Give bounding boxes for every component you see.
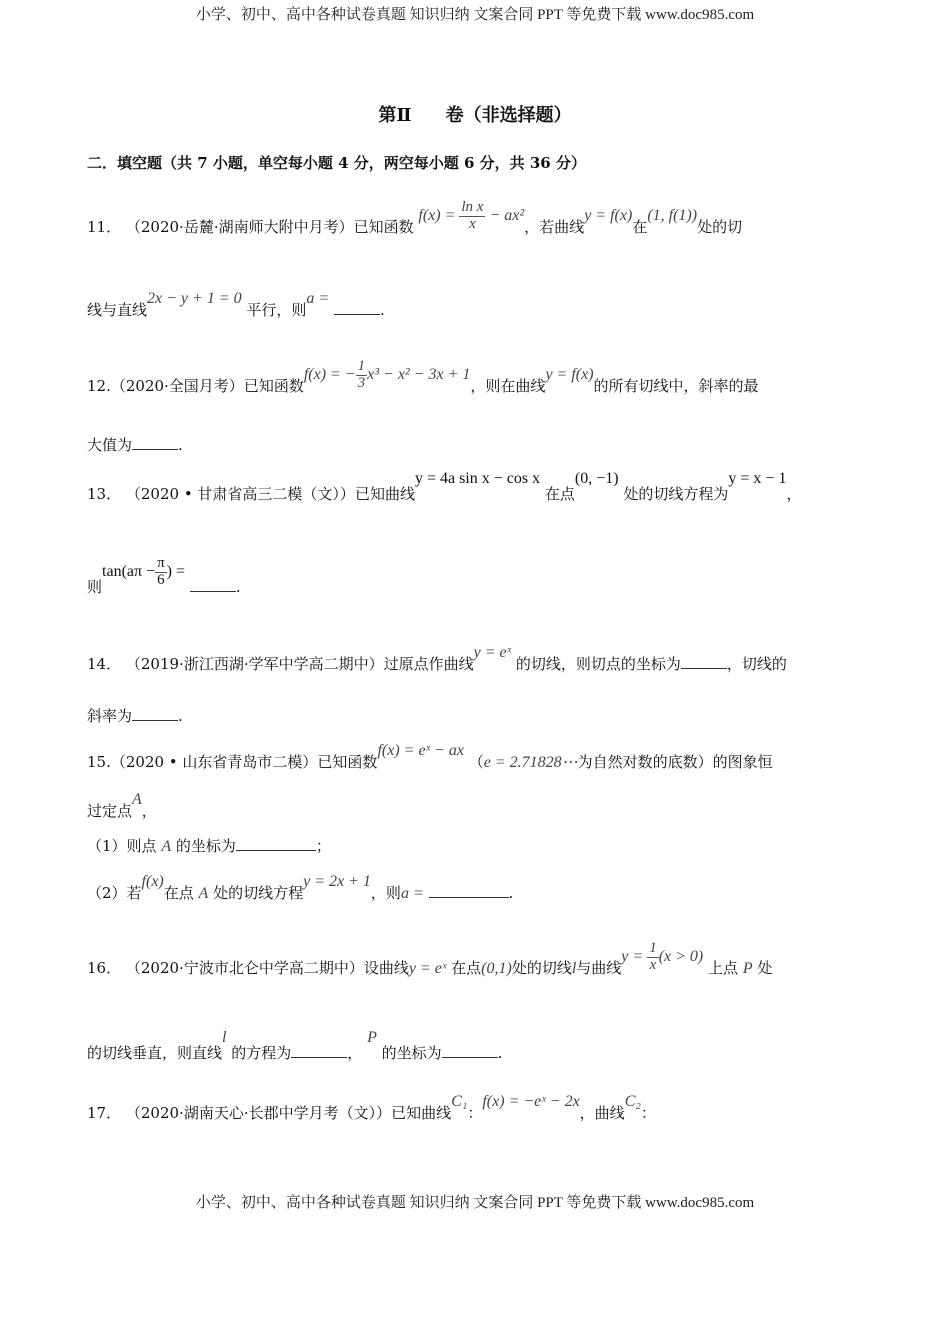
question-text: （1）则点 [87,837,157,855]
punctuation: ， [141,802,157,820]
question-text: （2）若 [87,884,142,902]
math-formula: a = [306,290,330,307]
question-text: （ [468,753,484,771]
question-number: 15. [87,753,111,771]
punctuation: . [178,707,183,725]
question-number: 13． [87,485,122,503]
question-16-line-2 [87,1029,503,1063]
question-source: （2020 • 山东省青岛市二模） [110,753,318,771]
question-text: 上点 [708,958,739,977]
question-text: ，则在曲线 [470,376,546,395]
math-variable: P [742,959,753,977]
math-formula: y = 4a sin x − cos x [414,470,541,487]
math-variable: P [367,1029,377,1046]
math-formula: f(x) = $\frac{\text{ln x}}{x}$ − ax² [418,199,525,232]
page-header: 小学、初中、高中各种试卷真题 知识归纳 文案合同 PPT 等免费下载 www.doc985.com [195,7,755,23]
question-15-sub-1 [87,835,331,856]
question-source: （2020·岳麓·湖南师大附中月考） [125,217,354,236]
answer-blank[interactable] [236,836,316,851]
question-source: （2019·浙江西湖·学军中学高二期中） [125,655,384,673]
question-12-line-1 [87,358,759,404]
question-text: 的坐标为 [175,837,236,855]
question-text: ，则 [370,884,401,902]
question-text: 过原点作曲线 [383,655,474,673]
question-text: 处的切线方程为 [623,485,729,503]
question-text: 在点 [451,958,482,977]
question-text: 的切线垂直，则直线 [87,1044,223,1062]
answer-blank[interactable] [429,883,509,898]
question-text: 的坐标为 [381,1044,442,1062]
question-source: （2020·宁波市北仑中学高二期中） [125,958,364,977]
math-formula: f(x) = eˣ − ax [377,742,464,759]
question-text: ，曲线 [579,1104,625,1122]
question-15-sub-2 [87,873,514,903]
math-formula: f(x) = −eˣ − 2x [482,1093,580,1110]
question-source: （2020·湖南天心·长郡中学月考（文）） [125,1104,392,1122]
question-text: 在 [632,217,648,236]
punctuation: ： [467,1104,483,1122]
punctuation: . [379,301,385,319]
question-13-line-2 [87,555,241,605]
question-text: 已知曲线 [391,1104,452,1122]
punctuation: . [508,884,514,902]
question-number: 17． [87,1104,122,1122]
math-formula: y = f(x) [545,365,594,383]
question-16-line-1 [87,940,773,986]
math-formula: y = eˣ [408,959,447,977]
question-text: 已知函数 [353,217,414,236]
math-formula: y = f(x) [584,206,633,224]
answer-blank[interactable] [442,1043,498,1058]
question-text: 处的切线方程 [213,884,304,902]
question-text: 处 [757,958,773,977]
math-variable: A [198,885,209,902]
math-formula: (0,1) [481,959,512,977]
question-text: ，切线的 [726,655,787,673]
punctuation: ： [640,1104,656,1122]
question-text: 斜率为 [87,707,133,725]
question-12-line-2 [87,434,183,455]
question-text: 与曲线 [576,958,622,977]
math-formula: y = 2x + 1 [303,873,371,890]
question-source: （2020 • 甘肃省高三二模（文）） [125,485,355,503]
question-text: 处的切线 [511,958,572,977]
question-number: 16． [87,958,122,977]
math-formula: a = [400,885,424,902]
question-text: 的方程为 [231,1044,292,1062]
math-formula: tan(aπ − $\frac{\pi}{6}$ ) = [102,555,186,588]
math-variable: A [132,791,142,808]
math-variable: l [571,959,577,977]
math-formula: y = eˣ [473,644,512,661]
punctuation: . [235,577,241,596]
math-formula: y = x − 1 [728,470,787,487]
page-footer: 小学、初中、高中各种试卷真题 知识归纳 文案合同 PPT 等免费下载 www.doc985.com [195,1195,755,1211]
title-part-2: 卷（非选择题） [445,105,572,126]
question-15-line-2 [87,791,157,821]
punctuation: ； [315,837,331,855]
answer-blank[interactable] [132,706,178,721]
title-part-1: 第Ⅱ [378,105,412,126]
question-text: 设曲线 [363,958,409,977]
question-text: 已知函数 [243,376,304,395]
question-text: 在点 [163,884,194,902]
question-text: 已知函数 [317,753,378,771]
punctuation: ， [347,1044,363,1062]
question-source: （2020·全国月考） [110,376,244,395]
question-15-line-1 [87,742,773,772]
answer-blank[interactable] [334,300,380,315]
math-variable: C₁ [451,1093,468,1110]
page-title [0,101,950,127]
question-text: 处的切 [697,217,743,236]
math-formula: (1, f(1)) [647,206,698,224]
question-text: 为自然对数的底数）的图象恒 [577,753,773,771]
question-number: 11． [87,217,122,236]
question-text: 平行，则 [246,301,307,319]
question-text: 的切线，则切点的坐标为 [515,655,681,673]
question-13-line-1 [87,470,802,504]
math-formula: (0, −1) [574,470,619,487]
question-text: 则 [87,577,103,596]
answer-blank[interactable] [132,435,178,450]
question-number: 14． [87,655,122,673]
punctuation: ， [786,485,802,503]
answer-blank[interactable] [681,654,727,669]
question-text: 过定点 [87,802,133,820]
question-text: 在点 [544,485,575,503]
question-text: 的所有切线中，斜率的最 [593,376,759,395]
answer-blank[interactable] [190,577,236,592]
math-formula: e = 2.71828⋯ [483,754,578,771]
question-17-line-1 [87,1093,656,1123]
math-formula: f(x) = − $\frac{1}{3}$ x³ − x² − 3x + 1 [303,358,471,391]
math-formula: y = $\frac{1}{x}$ (x > 0) [621,940,704,973]
question-number: 12. [87,376,111,395]
math-formula: 2x − y + 1 = 0 [147,290,242,307]
punctuation: . [178,436,183,454]
answer-blank[interactable] [291,1043,347,1058]
question-text: 线与直线 [87,301,148,319]
question-text: 已知曲线 [354,485,415,503]
question-14-line-1 [87,644,787,674]
section-heading: 二．填空题（共 7 小题，单空每小题 4 分，两空每小题 6 分，共 36 分） [87,154,586,172]
punctuation: . [497,1044,503,1062]
math-variable: C₂ [624,1093,641,1110]
question-text: 大值为 [87,436,133,454]
question-text: ，若曲线 [524,217,585,236]
question-11-line-1 [87,199,743,245]
math-variable: A [161,838,172,855]
question-11-line-2 [87,290,385,320]
question-14-line-2 [87,705,183,726]
math-variable: l [222,1029,227,1046]
math-formula: f(x) [141,873,164,890]
